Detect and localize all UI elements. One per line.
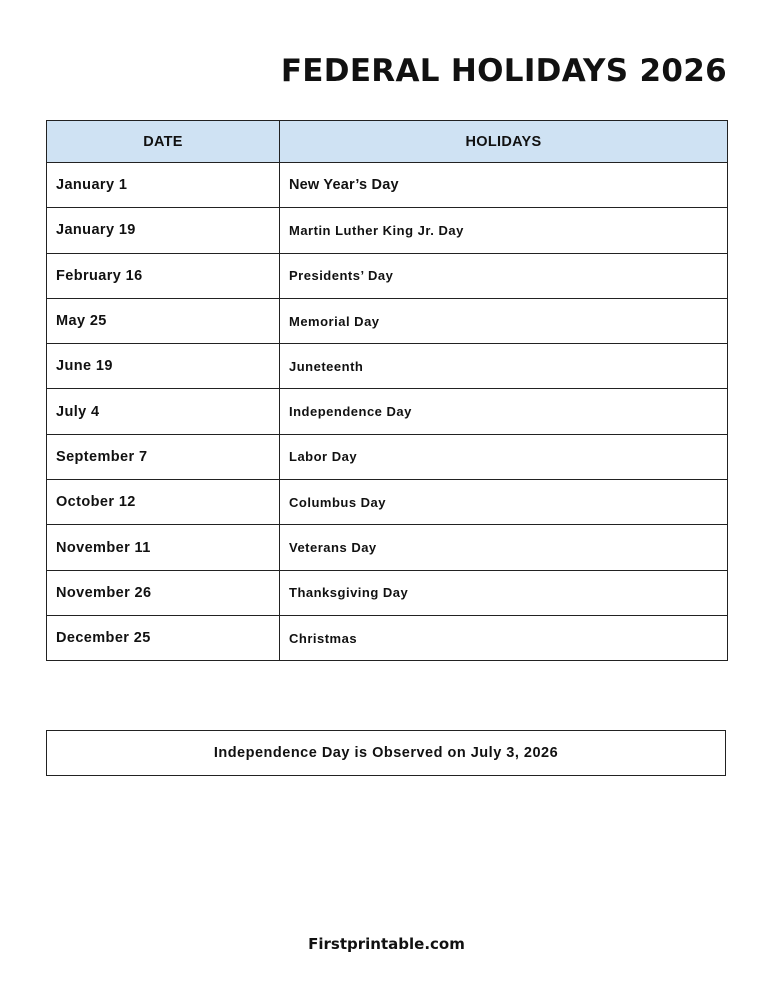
table-row bbox=[47, 389, 728, 434]
date-cell: February 16 bbox=[47, 253, 280, 298]
table-row bbox=[47, 208, 728, 253]
date-cell: October 12 bbox=[47, 480, 280, 525]
observance-note bbox=[46, 730, 726, 776]
footer-site-name: Firstprintable.com bbox=[308, 935, 465, 953]
page-title: FEDERAL HOLIDAYS 2026 bbox=[280, 53, 727, 89]
date-column-header: DATE bbox=[47, 121, 280, 163]
table-row bbox=[47, 253, 728, 298]
date-cell: November 26 bbox=[47, 570, 280, 615]
table-row bbox=[47, 163, 728, 208]
holidays-column-header: HOLIDAYS bbox=[280, 121, 728, 163]
date-cell: January 19 bbox=[47, 208, 280, 253]
holiday-cell: New Year’s Day bbox=[280, 163, 728, 208]
holiday-cell: Presidents’ Day bbox=[280, 253, 728, 298]
holiday-cell: Veterans Day bbox=[280, 525, 728, 570]
table-row bbox=[47, 615, 728, 660]
holiday-cell: Juneteenth bbox=[280, 344, 728, 389]
table-row bbox=[47, 434, 728, 479]
holiday-cell: Thanksgiving Day bbox=[280, 570, 728, 615]
table-row bbox=[47, 525, 728, 570]
table-row bbox=[47, 344, 728, 389]
holiday-cell: Independence Day bbox=[280, 389, 728, 434]
table-row bbox=[47, 298, 728, 343]
table-row bbox=[47, 570, 728, 615]
date-cell: December 25 bbox=[47, 615, 280, 660]
date-cell: January 1 bbox=[47, 163, 280, 208]
holiday-cell: Christmas bbox=[280, 615, 728, 660]
date-cell: May 25 bbox=[47, 298, 280, 343]
table-header-row bbox=[47, 121, 728, 163]
holiday-cell: Memorial Day bbox=[280, 298, 728, 343]
observance-note-text: Independence Day is Observed on July 3, 2026 bbox=[213, 745, 559, 761]
date-cell: September 7 bbox=[47, 434, 280, 479]
date-cell: July 4 bbox=[47, 389, 280, 434]
holidays-table bbox=[46, 120, 728, 661]
holiday-cell: Columbus Day bbox=[280, 480, 728, 525]
table-row bbox=[47, 480, 728, 525]
date-cell: June 19 bbox=[47, 344, 280, 389]
date-cell: November 11 bbox=[47, 525, 280, 570]
holiday-cell: Martin Luther King Jr. Day bbox=[280, 208, 728, 253]
holiday-cell: Labor Day bbox=[280, 434, 728, 479]
